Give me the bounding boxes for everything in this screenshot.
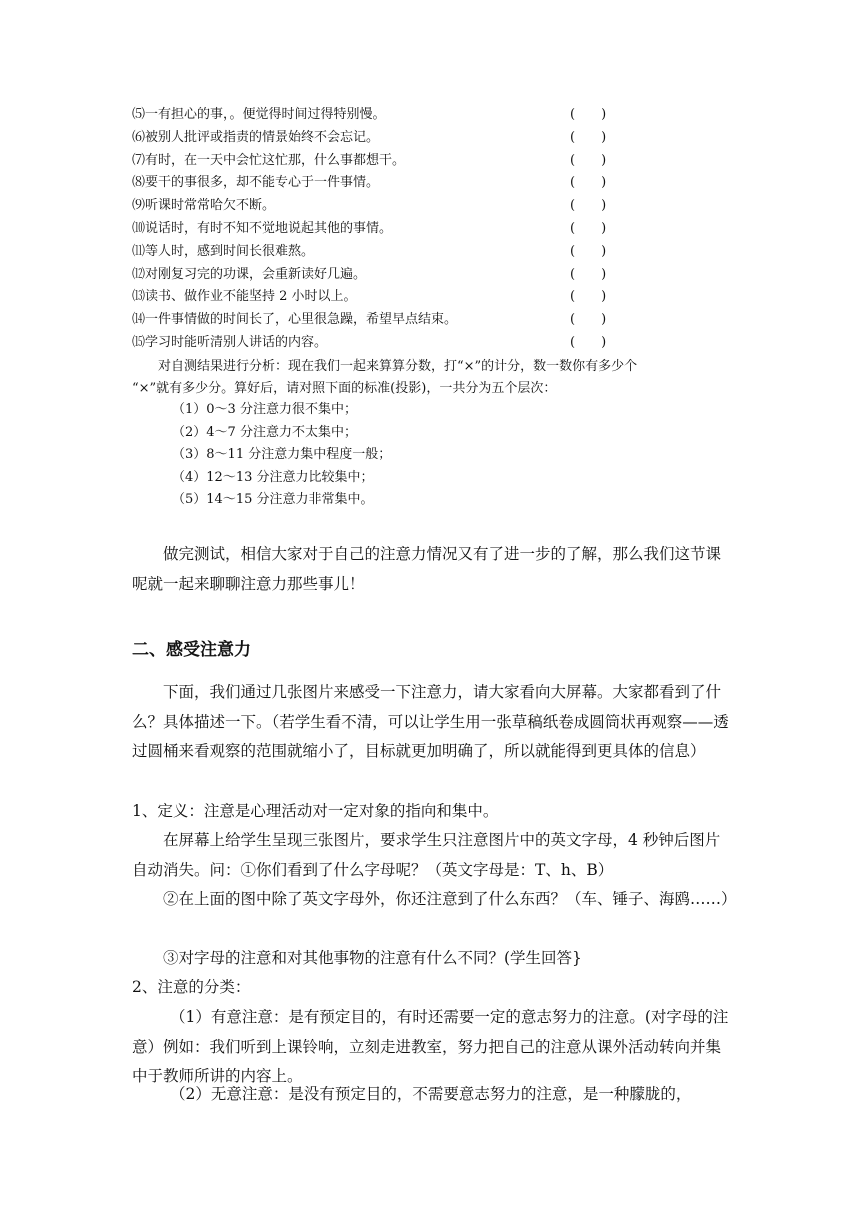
answer-blank: ( ) <box>570 175 607 191</box>
answer-blank: ( ) <box>570 243 607 259</box>
analysis-line: “×”就有多少分。算好后，请对照下面的标准(投影)，一共分为五个层次： <box>132 381 557 396</box>
question-item <box>132 241 632 264</box>
question-text: ⒁一件事情做的时间长了，心里很急躁，希望早点结束。 <box>132 312 458 328</box>
questionnaire-list <box>132 104 632 355</box>
question-text: ⑽说话时，有时不知不觉地说起其他的事情。 <box>132 220 393 236</box>
question-item <box>132 286 632 309</box>
question-text: ⑾等人时，感到时间长很难熬。 <box>132 243 315 259</box>
question-text: ⑸一有担心的事，。便觉得时间过得特别慢。 <box>132 107 386 122</box>
question-text: ⒀读书、做作业不能坚持 2 小时以上。 <box>132 289 357 305</box>
answer-blank: ( ) <box>570 289 607 305</box>
question-item <box>132 264 632 287</box>
score-level: （1）0～3 分注意力很不集中； <box>172 402 357 417</box>
question-paragraph: ③对字母的注意和对其他事物的注意有什么不同？(学生回答} <box>163 949 582 967</box>
score-level: （5）14～15 分注意力非常集中。 <box>172 492 374 508</box>
question-item <box>132 127 632 150</box>
question-item <box>132 309 632 332</box>
analysis-line: 对自测结果进行分析：现在我们一起来算算分数，打“×”的计分，数一数你有多少个 <box>158 359 638 374</box>
question-text: ⑹被别人批评或指责的情景始终不会忘记。 <box>132 129 380 145</box>
question-text: ⑺有时，在一天中会忙这忙那，什么事都想干。 <box>132 152 406 168</box>
answer-blank: ( ) <box>570 312 607 328</box>
answer-blank: ( ) <box>570 129 607 145</box>
question-item <box>132 104 632 127</box>
summary-paragraph: 做完测试，相信大家对于自己的注意力情况又有了进一步的了解，那么我们这节课呢就一起来聊聊注意力那些事儿！ <box>132 545 722 593</box>
score-level: （3）8～11 分注意力集中程度一般； <box>172 447 392 463</box>
answer-blank: ( ) <box>570 220 607 236</box>
score-level: （2）4～7 分注意力不太集中； <box>172 424 357 440</box>
answer-blank: ( ) <box>570 152 607 168</box>
question-item <box>132 150 632 173</box>
answer-blank: ( ) <box>570 266 607 282</box>
definition-title: 1、定义：注意是心理活动对一定对象的指向和集中。 <box>132 802 499 820</box>
score-levels <box>172 399 391 512</box>
question-text: ⑻要干的事很多，却不能专心于一件事情。 <box>132 175 380 191</box>
question-text: ⑿对刚复习完的功课，会重新读好几遍。 <box>132 266 367 282</box>
classification-title: 2、注意的分类： <box>132 978 251 996</box>
intro-paragraph: 下面，我们通过几张图片来感受一下注意力，请大家看向大屏幕。大家都看到了什么？具体描述一下。（若学生看不清，可以让学生用一张草稿纸卷成圆筒状再观察——透过圆桶来看观察的范围就缩小了，目标就更加明确了，所以就能得到更具体的信息） <box>132 683 729 760</box>
question-item <box>132 172 632 195</box>
question-text: ⒂学习时能听清别人讲话的内容。 <box>132 334 328 350</box>
answer-blank: ( ) <box>570 107 607 122</box>
question-item <box>132 195 632 218</box>
question-text: ⑼听课时常常哈欠不断。 <box>132 198 276 214</box>
classification-item: （1）有意注意：是有预定目的，有时还需要一定的意志努力的注意。(对字母的注意）例如：我们听到上课铃响，立刻走进教室，努力把自己的注意从课外活动转向并集中于教师所讲的内容上。 <box>132 1008 729 1085</box>
classification-item: （2）无意注意：是没有预定目的，不需要意志努力的注意，是一种朦胧的， <box>170 1085 692 1103</box>
question-item <box>132 332 632 355</box>
analysis-paragraph <box>132 356 732 400</box>
question-paragraph: ②在上面的图中除了英文字母外，你还注意到了什么东西？（车、锤子、海鸥……） <box>163 890 737 908</box>
score-level: （4）12～13 分注意力比较集中； <box>172 469 374 485</box>
section-heading: 二、感受注意力 <box>132 640 251 660</box>
question-item <box>132 218 632 241</box>
definition-paragraph: 在屏幕上给学生呈现三张图片，要求学生只注意图片中的英文字母，4 秒钟后图片自动消失。问：①你们看到了什么字母呢？（英文字母是：T、h、B） <box>132 831 721 879</box>
answer-blank: ( ) <box>570 198 607 214</box>
answer-blank: ( ) <box>570 334 607 350</box>
